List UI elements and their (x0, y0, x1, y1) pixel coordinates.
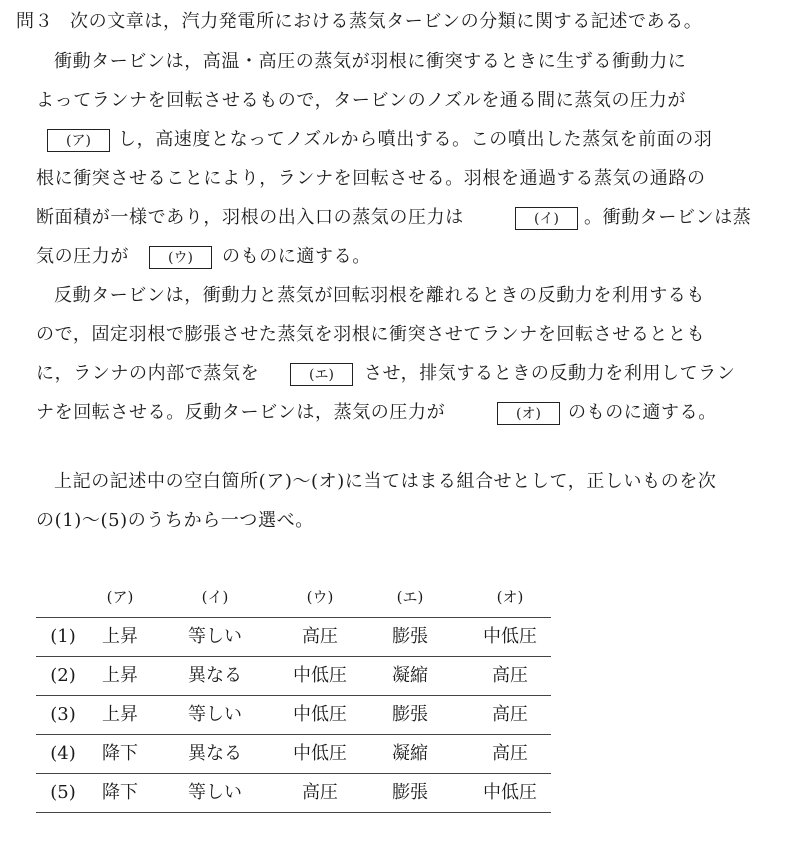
option-number: (4) (50, 743, 76, 764)
passage-text: ので，固定羽根で膨張させた蒸気を羽根に衝突させてランナを回転させるととも (36, 324, 706, 345)
passage-line-8 (0, 321, 797, 349)
table-cell: 中低圧 (293, 704, 347, 725)
option-number: (3) (50, 704, 76, 725)
passage-text: 衝動タービンは，高温・高圧の蒸気が羽根に衝突するときに生ずる衝動力に (54, 51, 687, 72)
table-cell: 中低圧 (293, 665, 347, 686)
instruction-line-2 (0, 507, 797, 535)
table-cell: 中低圧 (483, 782, 537, 803)
table-header-e: (エ) (396, 588, 424, 606)
table-rule (36, 617, 551, 618)
passage-line-6 (0, 243, 797, 271)
option-number: (5) (50, 782, 76, 803)
blank-o-box: (オ) (497, 402, 560, 425)
table-cell: 膨張 (392, 782, 428, 803)
table-cell: 膨張 (392, 626, 428, 647)
table-rule (36, 812, 551, 813)
table-cell: 上昇 (102, 626, 138, 647)
passage-text: に，ランナの内部で蒸気を (36, 363, 260, 384)
instruction-text: の(1)～(5)のうちから一つ選べ。 (36, 510, 314, 531)
passage-text: 反動タービンは，衝動力と蒸気が回転羽根を離れるときの反動力を利用するも (54, 285, 705, 306)
passage-text: ナを回転させる。反動タービンは，蒸気の圧力が (36, 402, 446, 423)
table-cell: 上昇 (102, 665, 138, 686)
passage-text: 根に衝突させることにより，ランナを回転させる。羽根を通過する蒸気の通路の (36, 168, 706, 189)
table-cell: 中低圧 (293, 743, 347, 764)
table-rule (36, 656, 551, 657)
passage-line-5 (0, 204, 797, 232)
passage-text: 気の圧力が (36, 246, 129, 267)
table-rule (36, 773, 551, 774)
passage-line-4 (0, 165, 797, 193)
table-cell: 降下 (102, 782, 138, 803)
table-cell: 凝縮 (392, 743, 428, 764)
passage-line-9 (0, 360, 797, 388)
passage-line-7 (0, 282, 797, 310)
question-number: 問３ (16, 11, 54, 32)
table-cell: 上昇 (102, 704, 138, 725)
passage-line-3 (0, 126, 797, 154)
table-cell: 等しい (188, 626, 242, 647)
instruction-line-1 (0, 468, 797, 496)
table-cell: 降下 (102, 743, 138, 764)
passage-text: 。衝動タービンは蒸 (584, 207, 752, 228)
table-cell: 異なる (188, 665, 242, 686)
passage-text: のものに適する。 (222, 246, 371, 267)
passage-text: 断面積が一様であり，羽根の出入口の蒸気の圧力は (36, 207, 464, 228)
table-rule (36, 695, 551, 696)
table-rule (36, 734, 551, 735)
table-cell: 等しい (188, 782, 242, 803)
table-cell: 高圧 (492, 743, 528, 764)
option-number: (2) (50, 665, 76, 686)
table-cell: 中低圧 (483, 626, 537, 647)
passage-line-10 (0, 399, 797, 427)
table-header-a: (ア) (106, 588, 134, 606)
option-number: (1) (50, 626, 76, 647)
blank-i-box: (イ) (515, 207, 578, 230)
passage-text: よってランナを回転させるもので，タービンのノズルを通る間に蒸気の圧力が (36, 90, 686, 111)
blank-a-box: (ア) (47, 129, 110, 152)
table-cell: 高圧 (302, 782, 338, 803)
table-cell: 高圧 (492, 704, 528, 725)
blank-e-box: (エ) (290, 363, 353, 386)
passage-text: させ，排気するときの反動力を利用してラン (364, 363, 736, 384)
table-cell: 等しい (188, 704, 242, 725)
passage-text: し，高速度となってノズルから噴出する。この噴出した蒸気を前面の羽 (118, 129, 713, 150)
passage-line-1 (0, 48, 797, 76)
table-header-u: (ウ) (306, 588, 334, 606)
table-header-o: (オ) (496, 588, 524, 606)
question-intro: 次の文章は，汽力発電所における蒸気タービンの分類に関する記述である。 (70, 11, 703, 32)
table-cell: 高圧 (302, 626, 338, 647)
table-cell: 凝縮 (392, 665, 428, 686)
passage-text: のものに適する。 (568, 402, 717, 423)
table-cell: 高圧 (492, 665, 528, 686)
table-cell: 異なる (188, 743, 242, 764)
instruction-text: 上記の記述中の空白箇所(ア)～(オ)に当てはまる組合せとして，正しいものを次 (54, 471, 717, 492)
blank-u-box: (ウ) (149, 246, 212, 269)
table-header-i: (イ) (201, 588, 229, 606)
passage-line-2 (0, 87, 797, 115)
question-header (0, 8, 797, 36)
table-cell: 膨張 (392, 704, 428, 725)
